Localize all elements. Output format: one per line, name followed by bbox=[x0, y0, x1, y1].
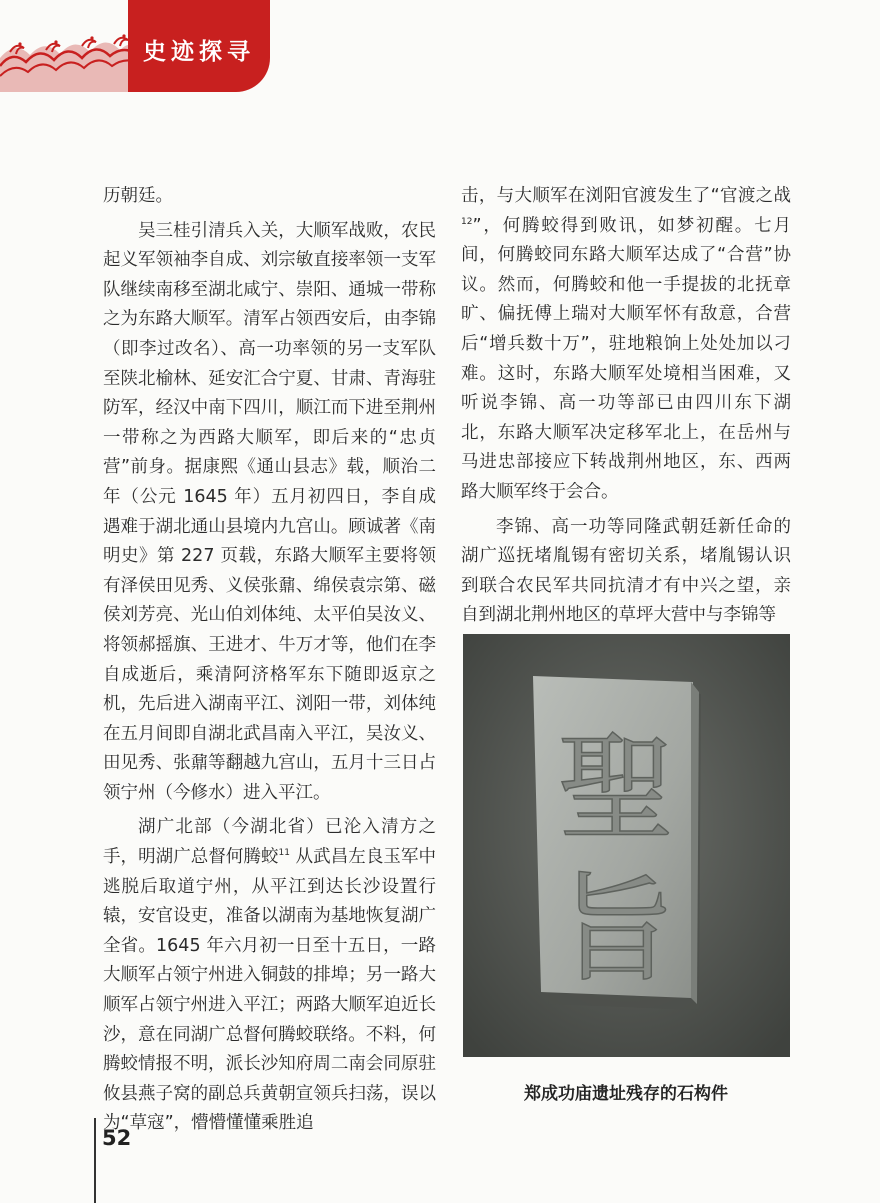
stone-photo bbox=[463, 634, 790, 1057]
paragraph: 李锦、高一功等同隆武朝廷新任命的湖广巡抚堵胤锡有密切关系，堵胤锡认识到联合农民军共同抗清才有中兴之望，亲自到湖北荆州地区的草坪大营中与李锦等 bbox=[461, 516, 791, 626]
paragraph-text: 击，与大顺军在浏阳官渡发生了“官渡之战 bbox=[461, 186, 791, 206]
stone-tablet-image bbox=[463, 634, 790, 1057]
page-number-rule bbox=[94, 1118, 96, 1203]
paragraph bbox=[103, 813, 436, 1139]
paragraph-text: 从武昌左良玉军中逃脱后取道宁州，从平江到达长沙设置行辕，安官设吏，准备以湖南为基地恢复湖广全省。1645 年六月初一日至十五日，一路大顺军占领宁州进入铜鼓的排埠；另一路大顺军占领宁州进入平江；两路大顺军迫近长沙，意在同湖广总督何腾蛟联络。不料，何腾蛟情报不明，派长沙知府周二南会同原驻攸县燕子窝的副总兵黄朝宣领兵扫荡，误以为“草寇”，懵懵懂懂乘胜追 bbox=[103, 847, 436, 1134]
paragraph: 吴三桂引清兵入关，大顺军战败，农民起义军领袖李自成、刘宗敏直接率领一支军队继续南移至湖北咸宁、崇阳、通城一带称之为东路大顺军。清军占领西安后，由李锦（即李过改名）、高一功率领的另一支军队至陕北榆林、延安汇合宁夏、甘肃、青海驻防军，经汉中南下四川，顺江而下进至荆州一带称之为西路大顺军，即后来的“忠贞营”前身。据康熙《通山县志》载，顺治二年（公元 1645 年）五月初四日，李自成遇难于湖北通山县境内九宫山。顾诚著《南明史》第 227 页载，东路大顺军主要将领有泽侯田见秀、义侯张鼐、绵侯袁宗第、磁侯刘芳亮、光山伯刘体纯、太平伯吴汝义、将领郝摇旗、王进才、牛万才等，他们在李自成逝后，乘清阿济格军东下随即返京之机，先后进入湖南平江、浏阳一带，刘体纯在五月间即自湖北武昌南入平江，吴汝义、田见秀、张鼐等翻越九宫山，五月十三日占领宁州（今修水）进入平江。 bbox=[103, 220, 436, 803]
footnote-marker: 11 bbox=[278, 848, 290, 859]
paragraph-text: 湖广北部（今湖北省）已沦入清方之手，明湖广总督何腾蛟 bbox=[103, 817, 436, 868]
right-text-column bbox=[461, 182, 791, 636]
paragraph bbox=[461, 182, 791, 508]
stone-inscription: 聖旨 bbox=[556, 720, 676, 998]
section-header bbox=[0, 0, 270, 92]
left-text-column bbox=[103, 182, 436, 1144]
section-title: 史迹探寻 bbox=[143, 37, 255, 65]
paragraph: 历朝廷。 bbox=[103, 186, 173, 206]
paragraph-text: ”，何腾蛟得到败讯，如梦初醒。七月间，何腾蛟同东路大顺军达成了“合营”协议。然而，何腾蛟和他一手提拔的北抚章旷、偏抚傅上瑞对大顺军怀有敌意，合营后“增兵数十万”，驻地粮饷上处处加以刁难。这时，东路大顺军处境相当困难，又听说李锦、高一功等部已由四川东下湖北，东路大顺军决定移军北上，在岳州与马进忠部接应下转战荆州地区，东、西两路大顺军终于会合。 bbox=[461, 215, 791, 502]
figure-caption: 郑成功庙遗址残存的石构件 bbox=[524, 1084, 728, 1104]
footnote-marker: 12 bbox=[461, 216, 473, 227]
wave-pattern-icon bbox=[0, 0, 140, 92]
page-number: 52 bbox=[102, 1126, 132, 1150]
section-tab bbox=[128, 0, 270, 92]
